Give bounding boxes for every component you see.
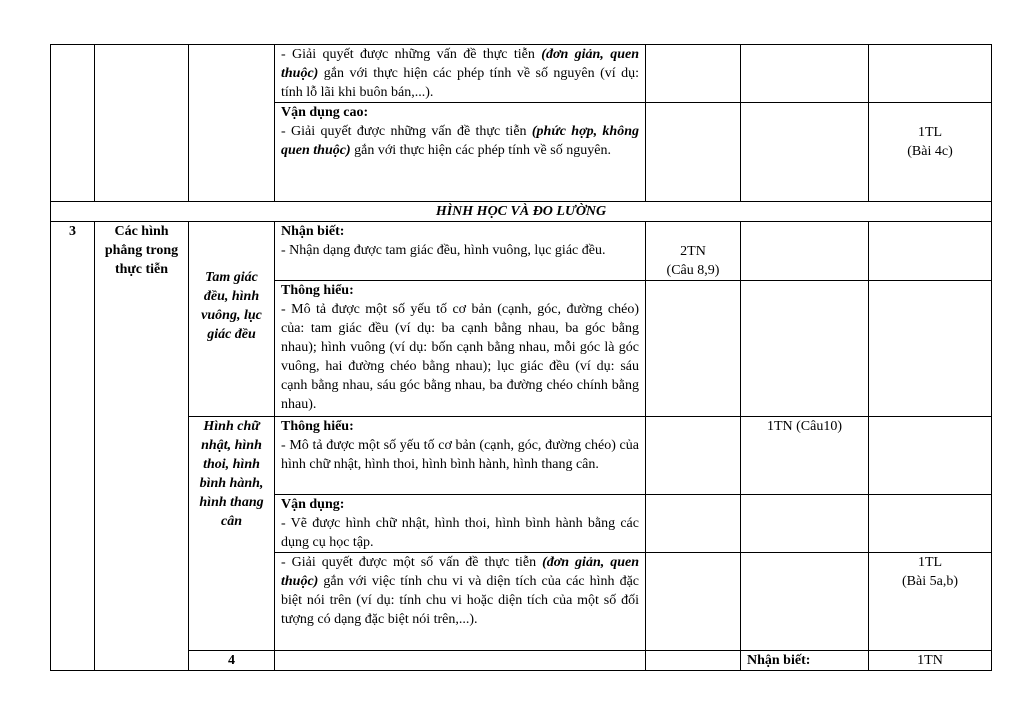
topic-cell [95, 45, 189, 202]
row-number-cell [51, 45, 95, 202]
level-label: Vận dụng cao: [281, 105, 369, 120]
recognition-cell [646, 495, 741, 553]
table-row [51, 222, 992, 281]
section-title: HÌNH HỌC VÀ ĐO LƯỜNG [51, 202, 992, 222]
level-label: Thông hiểu: [281, 419, 354, 434]
unit-cell: Hình chữ nhật, hình thoi, hình bình hành, hình thang cân [189, 417, 275, 651]
recognition-cell [646, 553, 741, 651]
application-cell [869, 45, 992, 103]
row-number-cell: 3 [51, 222, 95, 671]
level-label: Vận dụng: [281, 497, 345, 512]
application-cell: 1TL (Bài 5a,b) [869, 553, 992, 651]
level-label: Thông hiểu: [281, 283, 354, 298]
level-label: Nhận biết: [747, 653, 811, 668]
recognition-cell [646, 103, 741, 202]
recognition-cell [646, 45, 741, 103]
level-label: Nhận biết: [281, 224, 345, 239]
application-cell: 1TL (Bài 4c) [869, 103, 992, 202]
recognition-cell [646, 281, 741, 417]
table-row [51, 45, 992, 103]
requirement-cell [741, 651, 869, 671]
section-header-row [51, 202, 992, 222]
requirement-cell: - Giải quyết được một số vấn đề thực tiễn (đơn giản, quen thuộc) gắn với việc tính chu vi và diện tích của các hình đặc biệt nói trên (ví dụ: tính chu vi hoặc diện tích của một số đối tượng có dạng đặc biệt nói trên,...). [275, 553, 646, 651]
application-cell [869, 495, 992, 553]
understanding-cell [741, 281, 869, 417]
spec-matrix-table [50, 44, 992, 671]
understanding-cell [741, 495, 869, 553]
understanding-cell [741, 553, 869, 651]
table-row [51, 651, 992, 671]
table-row [51, 417, 992, 495]
recognition-cell: 1TN [869, 651, 992, 671]
recognition-cell: 2TN (Câu 8,9) [646, 222, 741, 281]
application-cell [869, 281, 992, 417]
requirement-cell: Thông hiểu: - Mô tả được một số yếu tố cơ bản (cạnh, góc, đường chéo) của hình chữ nhật, hình thoi, hình bình hành, hình thang cân. [275, 417, 646, 495]
application-cell [869, 417, 992, 495]
topic-cell [275, 651, 646, 671]
topic-cell: Các hình phẳng trong thực tiễn [95, 222, 189, 671]
requirement-cell: - Giải quyết được những vấn đề thực tiễn (đơn giản, quen thuộc) gắn với thực hiện các phép tính về số nguyên (ví dụ: tính lỗ lãi khi buôn bán,...). [275, 45, 646, 103]
requirement-cell: Vận dụng: - Vẽ được hình chữ nhật, hình thoi, hình bình hành bằng các dụng cụ học tập. [275, 495, 646, 553]
unit-cell [646, 651, 741, 671]
recognition-cell [646, 417, 741, 495]
application-cell [869, 222, 992, 281]
understanding-cell [741, 45, 869, 103]
requirement-cell: Thông hiểu: - Mô tả được một số yếu tố cơ bản (cạnh, góc, đường chéo) của: tam giác đều (ví dụ: ba cạnh bằng nhau, ba góc bằng nhau); hình vuông (ví dụ: bốn cạnh bằng nhau, mỗi góc là góc vuông, hai đường chéo bằng nhau); lục giác đều (ví dụ: sáu cạnh bằng nhau, sáu góc bằng nhau, ba đường chéo chính bằng nhau). [275, 281, 646, 417]
unit-cell: Tam giác đều, hình vuông, lục giác đều [189, 222, 275, 417]
unit-cell [189, 45, 275, 202]
row-number-cell: 4 [189, 651, 275, 671]
requirement-cell: Nhận biết: - Nhận dạng được tam giác đều, hình vuông, lục giác đều. [275, 222, 646, 281]
understanding-cell [741, 103, 869, 202]
understanding-cell: 1TN (Câu10) [741, 417, 869, 495]
requirement-cell: Vận dụng cao: - Giải quyết được những vấn đề thực tiễn (phức hợp, không quen thuộc) gắn với thực hiện các phép tính về số nguyên. [275, 103, 646, 202]
understanding-cell [741, 222, 869, 281]
